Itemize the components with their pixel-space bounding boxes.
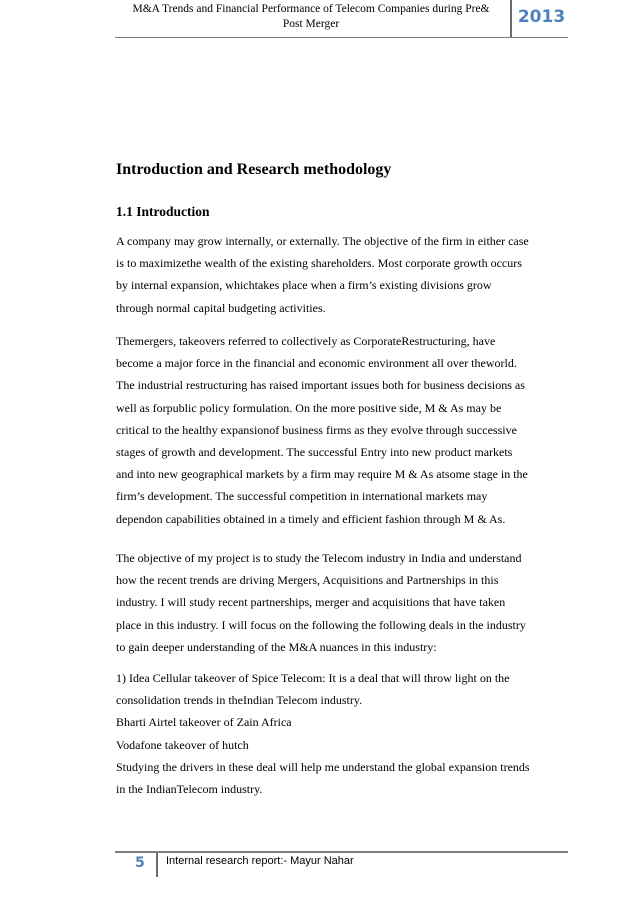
header-title-line2: Post Merger xyxy=(282,18,340,30)
paragraph-line: 1) Idea Cellular takeover of Spice Telecom: It is a deal that will throw light on the xyxy=(116,671,510,685)
paragraph-line: through normal capital budgeting activities. xyxy=(116,300,326,315)
header-rule xyxy=(115,37,568,38)
subsection-heading: 1.1 Introduction xyxy=(116,204,210,219)
header-title xyxy=(115,2,507,32)
paragraph-line: well as forpublic policy formulation. On the more positive side, M & As may be xyxy=(116,400,502,415)
page-header xyxy=(115,0,568,38)
footer-divider xyxy=(156,853,158,877)
paragraph-line: Vodafone takeover of hutch xyxy=(116,737,249,752)
section-heading: Introduction and Research methodology xyxy=(116,161,392,178)
footer-text: Internal research report:- Mayur Nahar xyxy=(166,855,354,867)
paragraph-line: The industrial restructuring has raised important issues both for business decisions as xyxy=(116,378,525,393)
paragraph-line: dependon capabilities obtained in a timely and efficient fashion through M & As. xyxy=(116,511,506,526)
paragraph-line: is to maximizethe wealth of the existing shareholders. Most corporate growth occurs xyxy=(116,256,522,271)
header-year: 2013 xyxy=(517,7,566,27)
header-divider xyxy=(510,0,512,38)
page-number: 5 xyxy=(135,855,145,871)
paragraph-line: to gain deeper understanding of the M&A nuances in this industry: xyxy=(116,639,437,654)
paragraph-line: Studying the drivers in these deal will help me understand the global expansion trends xyxy=(116,759,530,774)
paragraph-line: Themergers, takeovers referred to collectively as CorporateRestructuring, have xyxy=(116,334,496,348)
paragraph-line: consolidation trends in theIndian Telecom industry. xyxy=(116,693,363,708)
header-title-line1: M&A Trends and Financial Performance of Telecom Companies during Pre& xyxy=(132,3,490,15)
paragraph-3 xyxy=(116,547,562,658)
footer-rule xyxy=(115,851,568,853)
paragraph-line: A company may grow internally, or externally. The objective of the firm in either case xyxy=(116,234,529,248)
paragraph-line: Bharti Airtel takeover of Zain Africa xyxy=(116,715,292,730)
paragraph-line: The objective of my project is to study the Telecom industry in India and understand xyxy=(116,551,522,565)
document-body xyxy=(116,158,562,797)
paragraph-2 xyxy=(116,330,562,530)
paragraph-line: industry. I will study recent partnerships, merger and acquisitions that have taken xyxy=(116,595,506,610)
paragraph-4 xyxy=(116,667,562,800)
paragraph-line: in the IndianTelecom industry. xyxy=(116,782,263,797)
paragraph-line: stages of growth and development. The successful Entry into new product markets xyxy=(116,445,513,460)
paragraph-line: become a major force in the financial and economic environment all over theworld. xyxy=(116,356,517,371)
paragraph-line: how the recent trends are driving Mergers, Acquisitions and Partnerships in this xyxy=(116,573,499,588)
paragraph-line: firm’s development. The successful competition in international markets may xyxy=(116,489,488,504)
paragraph-line: and into new geographical markets by a firm may require M & As atsome stage in the xyxy=(116,467,528,482)
paragraph-line: by internal expansion, whichtakes place when a firm’s existing divisions grow xyxy=(116,278,492,293)
paragraph-1 xyxy=(116,230,562,319)
paragraph-line: critical to the healthy expansionof business firms as they evolve through successive xyxy=(116,422,517,437)
paragraph-line: place in this industry. I will focus on the following the following deals in the industry xyxy=(116,617,526,632)
